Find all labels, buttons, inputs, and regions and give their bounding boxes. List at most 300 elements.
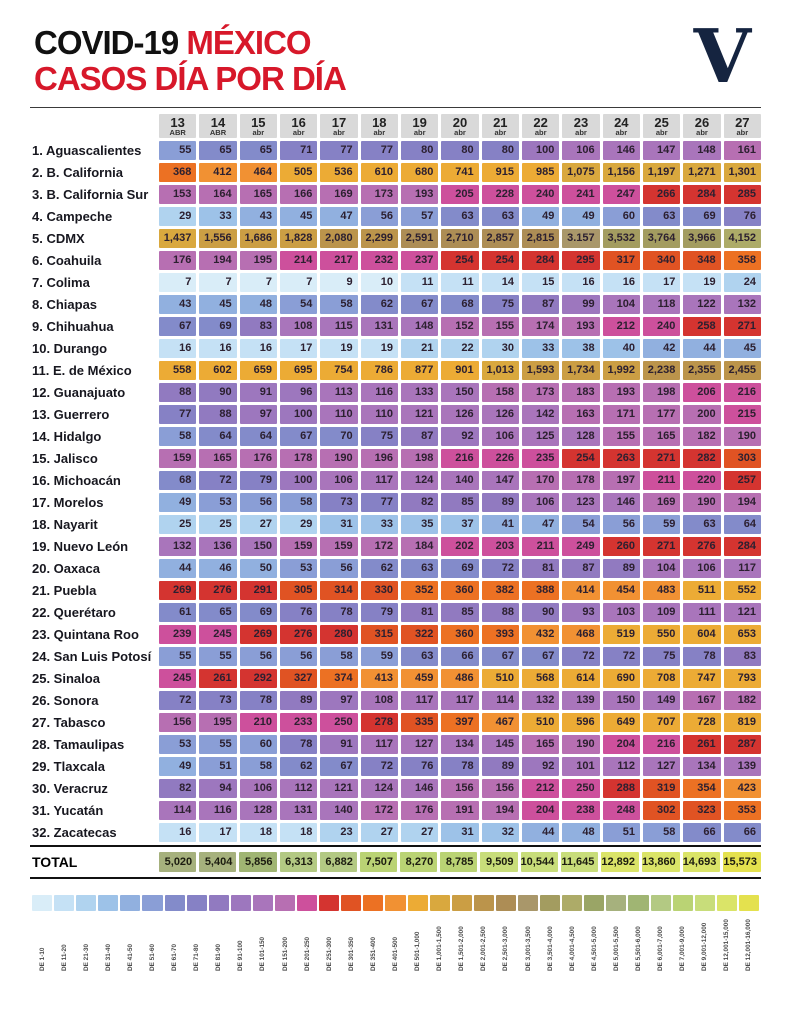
value-cell: 117 bbox=[724, 559, 761, 578]
value-cell: 33 bbox=[361, 515, 398, 534]
value-cell: 257 bbox=[724, 471, 761, 490]
date-month: abr bbox=[333, 128, 345, 138]
state-label: 23. Quintana Roo bbox=[32, 627, 139, 643]
value-cell: 44 bbox=[522, 823, 559, 842]
legend-swatch bbox=[385, 895, 405, 911]
value-cell: 322 bbox=[401, 625, 438, 644]
value-cell: 49 bbox=[522, 207, 559, 226]
state-row bbox=[30, 515, 761, 534]
vanguardia-logo: V bbox=[693, 14, 751, 100]
value-cell: 139 bbox=[724, 757, 761, 776]
date-day: 27 bbox=[735, 115, 750, 131]
value-cell: 19 bbox=[361, 339, 398, 358]
legend-swatch bbox=[319, 895, 339, 911]
value-cell: 11 bbox=[401, 273, 438, 292]
value-cell: 17 bbox=[643, 273, 680, 292]
value-cell: 67 bbox=[280, 427, 317, 446]
value-cell: 250 bbox=[320, 713, 357, 732]
value-cell: 79 bbox=[240, 471, 277, 490]
legend-label: DE 1,001-1,500 bbox=[436, 926, 444, 972]
date-month: abr bbox=[373, 128, 386, 138]
state-row bbox=[30, 801, 761, 820]
state-label: 32. Zacatecas bbox=[32, 825, 117, 841]
value-cell: 68 bbox=[441, 295, 478, 314]
value-cell: 114 bbox=[159, 801, 196, 820]
value-cell: 58 bbox=[159, 427, 196, 446]
value-cell: 174 bbox=[522, 317, 559, 336]
legend-label: DE 351-400 bbox=[369, 937, 377, 972]
legend-label: DE 51-60 bbox=[148, 944, 156, 972]
legend-swatch bbox=[651, 895, 671, 911]
total-value-cell: 8,785 bbox=[440, 852, 477, 872]
state-label: 19. Nuevo León bbox=[32, 539, 129, 555]
value-cell: 194 bbox=[482, 801, 519, 820]
legend-label: DE 251-300 bbox=[325, 937, 333, 972]
legend-item bbox=[452, 895, 472, 971]
legend-item bbox=[430, 895, 450, 971]
date-header bbox=[482, 114, 519, 138]
value-cell: 193 bbox=[401, 185, 438, 204]
legend-item bbox=[540, 895, 560, 971]
value-cell: 793 bbox=[724, 669, 761, 688]
value-cell: 786 bbox=[361, 361, 398, 380]
value-cell: 72 bbox=[361, 757, 398, 776]
state-row bbox=[30, 691, 761, 710]
value-cell: 340 bbox=[643, 251, 680, 270]
legend-item bbox=[32, 895, 52, 971]
state-row bbox=[30, 449, 761, 468]
value-cell: 602 bbox=[199, 361, 236, 380]
value-cell: 42 bbox=[643, 339, 680, 358]
value-cell: 44 bbox=[159, 559, 196, 578]
value-cell: 382 bbox=[482, 581, 519, 600]
value-cell: 412 bbox=[199, 163, 236, 182]
state-label: 30. Veracruz bbox=[32, 781, 108, 797]
state-row bbox=[30, 493, 761, 512]
value-cell: 163 bbox=[562, 405, 599, 424]
value-cell: 104 bbox=[643, 559, 680, 578]
value-cell: 125 bbox=[522, 427, 559, 446]
value-cell: 292 bbox=[240, 669, 277, 688]
value-cell: 1,992 bbox=[603, 361, 640, 380]
value-cell: 263 bbox=[603, 449, 640, 468]
value-cell: 100 bbox=[522, 141, 559, 160]
legend-label: DE 6,001-7,000 bbox=[657, 926, 665, 972]
value-cell: 707 bbox=[643, 713, 680, 732]
value-cell: 212 bbox=[522, 779, 559, 798]
state-row bbox=[30, 559, 761, 578]
value-cell: 388 bbox=[522, 581, 559, 600]
value-cell: 72 bbox=[562, 647, 599, 666]
value-cell: 16 bbox=[199, 339, 236, 358]
value-cell: 23 bbox=[320, 823, 357, 842]
value-cell: 103 bbox=[603, 603, 640, 622]
value-cell: 271 bbox=[724, 317, 761, 336]
value-cell: 295 bbox=[562, 251, 599, 270]
value-cell: 56 bbox=[361, 207, 398, 226]
legend-item bbox=[474, 895, 494, 971]
value-cell: 38 bbox=[562, 339, 599, 358]
value-cell: 116 bbox=[199, 801, 236, 820]
value-cell: 97 bbox=[320, 691, 357, 710]
date-day: 17 bbox=[331, 115, 347, 131]
value-cell: 76 bbox=[401, 757, 438, 776]
value-cell: 178 bbox=[562, 471, 599, 490]
value-cell: 121 bbox=[320, 779, 357, 798]
state-row bbox=[30, 735, 761, 754]
value-cell: 117 bbox=[361, 735, 398, 754]
value-cell: 60 bbox=[240, 735, 277, 754]
value-cell: 71 bbox=[280, 141, 317, 160]
corner-spacer bbox=[30, 114, 156, 138]
value-cell: 353 bbox=[724, 801, 761, 820]
value-cell: 100 bbox=[280, 471, 317, 490]
legend-item bbox=[253, 895, 273, 971]
value-cell: 877 bbox=[401, 361, 438, 380]
value-cell: 317 bbox=[603, 251, 640, 270]
value-cell: 190 bbox=[683, 493, 720, 512]
legend-swatch bbox=[275, 895, 295, 911]
state-row bbox=[30, 383, 761, 402]
legend-item bbox=[319, 895, 339, 971]
value-cell: 653 bbox=[724, 625, 761, 644]
value-cell: 127 bbox=[401, 735, 438, 754]
value-cell: 117 bbox=[401, 691, 438, 710]
legend-label: DE 12,001-15,000 bbox=[723, 919, 731, 972]
value-cell: 57 bbox=[401, 207, 438, 226]
state-label: 5. CDMX bbox=[32, 231, 85, 247]
table-body bbox=[30, 141, 761, 842]
value-cell: 110 bbox=[361, 405, 398, 424]
date-month: abr bbox=[655, 128, 668, 138]
value-cell: 216 bbox=[441, 449, 478, 468]
total-value-cell: 5,856 bbox=[239, 852, 276, 872]
value-cell: 261 bbox=[199, 669, 236, 688]
value-cell: 32 bbox=[482, 823, 519, 842]
value-cell: 2,299 bbox=[361, 229, 398, 248]
value-cell: 171 bbox=[603, 405, 640, 424]
value-cell: 1,301 bbox=[724, 163, 761, 182]
value-cell: 235 bbox=[522, 449, 559, 468]
value-cell: 238 bbox=[562, 801, 599, 820]
value-cell: 142 bbox=[522, 405, 559, 424]
value-cell: 9 bbox=[320, 273, 357, 292]
value-cell: 68 bbox=[159, 471, 196, 490]
date-day: 21 bbox=[493, 115, 508, 131]
legend-label: DE 301-350 bbox=[347, 937, 355, 972]
legend-swatch bbox=[253, 895, 273, 911]
value-cell: 50 bbox=[240, 559, 277, 578]
value-cell: 104 bbox=[603, 295, 640, 314]
date-header bbox=[280, 114, 317, 138]
value-cell: 2,815 bbox=[522, 229, 559, 248]
value-cell: 161 bbox=[724, 141, 761, 160]
value-cell: 117 bbox=[361, 471, 398, 490]
value-cell: 153 bbox=[159, 185, 196, 204]
value-cell: 1,013 bbox=[482, 361, 519, 380]
value-cell: 211 bbox=[643, 471, 680, 490]
legend-swatch bbox=[606, 895, 626, 911]
value-cell: 112 bbox=[280, 779, 317, 798]
state-row bbox=[30, 251, 761, 270]
value-cell: 117 bbox=[441, 691, 478, 710]
value-cell: 83 bbox=[240, 317, 277, 336]
value-cell: 178 bbox=[280, 449, 317, 468]
value-cell: 216 bbox=[643, 735, 680, 754]
state-row bbox=[30, 823, 761, 842]
value-cell: 65 bbox=[199, 141, 236, 160]
value-cell: 183 bbox=[562, 383, 599, 402]
value-cell: 195 bbox=[240, 251, 277, 270]
value-cell: 352 bbox=[401, 581, 438, 600]
legend-swatch bbox=[32, 895, 52, 911]
value-cell: 182 bbox=[683, 427, 720, 446]
value-cell: 81 bbox=[522, 559, 559, 578]
legend-swatch bbox=[717, 895, 737, 911]
value-cell: 214 bbox=[280, 251, 317, 270]
value-cell: 70 bbox=[320, 427, 357, 446]
value-cell: 233 bbox=[280, 713, 317, 732]
state-label: 17. Morelos bbox=[32, 495, 104, 511]
value-cell: 240 bbox=[643, 317, 680, 336]
value-cell: 113 bbox=[320, 383, 357, 402]
page-title bbox=[34, 26, 346, 60]
value-cell: 59 bbox=[361, 647, 398, 666]
legend-swatch bbox=[165, 895, 185, 911]
value-cell: 75 bbox=[482, 295, 519, 314]
value-cell: 31 bbox=[441, 823, 478, 842]
value-cell: 284 bbox=[683, 185, 720, 204]
date-day: 18 bbox=[372, 115, 387, 131]
value-cell: 1,734 bbox=[562, 361, 599, 380]
legend-item bbox=[209, 895, 229, 971]
value-cell: 206 bbox=[683, 383, 720, 402]
value-cell: 747 bbox=[683, 669, 720, 688]
state-label: 24. San Luis Potosí bbox=[32, 649, 152, 665]
total-section bbox=[30, 845, 761, 879]
legend-swatch bbox=[518, 895, 538, 911]
value-cell: 901 bbox=[441, 361, 478, 380]
total-value-cell: 13,860 bbox=[642, 852, 680, 872]
value-cell: 110 bbox=[320, 405, 357, 424]
value-cell: 89 bbox=[280, 691, 317, 710]
value-cell: 146 bbox=[603, 493, 640, 512]
date-day: 20 bbox=[452, 115, 468, 131]
state-label: 1. Aguascalientes bbox=[32, 143, 142, 159]
value-cell: 291 bbox=[240, 581, 277, 600]
value-cell: 88 bbox=[482, 603, 519, 622]
value-cell: 695 bbox=[280, 361, 317, 380]
value-cell: 77 bbox=[361, 493, 398, 512]
value-cell: 55 bbox=[159, 141, 196, 160]
date-header bbox=[724, 114, 761, 138]
value-cell: 197 bbox=[603, 471, 640, 490]
value-cell: 269 bbox=[159, 581, 196, 600]
value-cell: 128 bbox=[240, 801, 277, 820]
state-label: 6. Coahuila bbox=[32, 253, 102, 269]
value-cell: 156 bbox=[159, 713, 196, 732]
value-cell: 393 bbox=[482, 625, 519, 644]
legend-label: DE 11-20 bbox=[60, 944, 68, 972]
value-cell: 78 bbox=[280, 735, 317, 754]
legend-swatch bbox=[628, 895, 648, 911]
value-cell: 819 bbox=[724, 713, 761, 732]
date-month: abr bbox=[575, 128, 587, 138]
value-cell: 106 bbox=[240, 779, 277, 798]
value-cell: 49 bbox=[159, 493, 196, 512]
value-cell: 87 bbox=[401, 427, 438, 446]
date-month: abr bbox=[454, 128, 466, 138]
page-subtitle: CASOS DÍA POR DÍA bbox=[34, 59, 346, 97]
value-cell: 96 bbox=[280, 383, 317, 402]
value-cell: 348 bbox=[683, 251, 720, 270]
state-label: 4. Campeche bbox=[32, 209, 113, 225]
value-cell: 61 bbox=[159, 603, 196, 622]
legend-item bbox=[98, 895, 118, 971]
value-cell: 276 bbox=[683, 537, 720, 556]
value-cell: 85 bbox=[441, 603, 478, 622]
value-cell: 198 bbox=[401, 449, 438, 468]
value-cell: 49 bbox=[562, 207, 599, 226]
date-month: abr bbox=[413, 128, 426, 138]
value-cell: 220 bbox=[683, 471, 720, 490]
value-cell: 31 bbox=[320, 515, 357, 534]
total-value-cell: 9,509 bbox=[480, 852, 517, 872]
date-header bbox=[562, 114, 599, 138]
value-cell: 216 bbox=[724, 383, 761, 402]
value-cell: 145 bbox=[482, 735, 519, 754]
value-cell: 67 bbox=[482, 647, 519, 666]
color-legend bbox=[30, 895, 761, 971]
value-cell: 147 bbox=[482, 471, 519, 490]
value-cell: 232 bbox=[361, 251, 398, 270]
value-cell: 278 bbox=[361, 713, 398, 732]
state-row bbox=[30, 427, 761, 446]
value-cell: 604 bbox=[683, 625, 720, 644]
value-cell: 1,686 bbox=[240, 229, 277, 248]
value-cell: 116 bbox=[361, 383, 398, 402]
state-row bbox=[30, 757, 761, 776]
value-cell: 315 bbox=[361, 625, 398, 644]
value-cell: 215 bbox=[724, 405, 761, 424]
legend-item bbox=[408, 895, 428, 971]
value-cell: 46 bbox=[199, 559, 236, 578]
value-cell: 16 bbox=[159, 339, 196, 358]
value-cell: 75 bbox=[361, 427, 398, 446]
value-cell: 123 bbox=[562, 493, 599, 512]
legend-swatch bbox=[540, 895, 560, 911]
value-cell: 147 bbox=[643, 141, 680, 160]
value-cell: 335 bbox=[401, 713, 438, 732]
value-cell: 101 bbox=[562, 757, 599, 776]
legend-item bbox=[187, 895, 207, 971]
value-cell: 30 bbox=[482, 339, 519, 358]
value-cell: 58 bbox=[240, 757, 277, 776]
value-cell: 146 bbox=[401, 779, 438, 798]
value-cell: 18 bbox=[240, 823, 277, 842]
legend-item bbox=[628, 895, 648, 971]
value-cell: 37 bbox=[441, 515, 478, 534]
legend-label: DE 71-80 bbox=[193, 944, 201, 972]
legend-swatch bbox=[695, 895, 715, 911]
value-cell: 150 bbox=[603, 691, 640, 710]
value-cell: 1,437 bbox=[159, 229, 196, 248]
date-header bbox=[683, 114, 720, 138]
value-cell: 261 bbox=[683, 735, 720, 754]
value-cell: 241 bbox=[562, 185, 599, 204]
total-value-cell: 6,313 bbox=[280, 852, 317, 872]
legend-item bbox=[385, 895, 405, 971]
value-cell: 58 bbox=[320, 295, 357, 314]
value-cell: 1,556 bbox=[199, 229, 236, 248]
state-row bbox=[30, 581, 761, 600]
value-cell: 106 bbox=[522, 493, 559, 512]
state-row bbox=[30, 273, 761, 292]
value-cell: 51 bbox=[603, 823, 640, 842]
value-cell: 212 bbox=[603, 317, 640, 336]
value-cell: 596 bbox=[562, 713, 599, 732]
value-cell: 106 bbox=[482, 427, 519, 446]
legend-swatch bbox=[739, 895, 759, 911]
state-label: 12. Guanajuato bbox=[32, 385, 126, 401]
value-cell: 240 bbox=[522, 185, 559, 204]
state-row bbox=[30, 537, 761, 556]
value-cell: 2,238 bbox=[643, 361, 680, 380]
legend-label: DE 1,501-2,000 bbox=[458, 926, 466, 972]
state-label: 21. Puebla bbox=[32, 583, 97, 599]
legend-label: DE 5,501-6,000 bbox=[634, 926, 642, 972]
value-cell: 358 bbox=[724, 251, 761, 270]
value-cell: 19 bbox=[320, 339, 357, 358]
value-cell: 63 bbox=[441, 207, 478, 226]
value-cell: 11 bbox=[441, 273, 478, 292]
value-cell: 80 bbox=[441, 141, 478, 160]
date-month: abr bbox=[292, 128, 305, 138]
value-cell: 89 bbox=[482, 493, 519, 512]
value-cell: 172 bbox=[361, 801, 398, 820]
legend-item bbox=[518, 895, 538, 971]
legend-swatch bbox=[363, 895, 383, 911]
state-row bbox=[30, 361, 761, 380]
value-cell: 47 bbox=[320, 207, 357, 226]
value-cell: 64 bbox=[240, 427, 277, 446]
value-cell: 190 bbox=[562, 735, 599, 754]
value-cell: 194 bbox=[724, 493, 761, 512]
value-cell: 327 bbox=[280, 669, 317, 688]
value-cell: 77 bbox=[320, 141, 357, 160]
value-cell: 276 bbox=[280, 625, 317, 644]
legend-swatch bbox=[76, 895, 96, 911]
date-month: abr bbox=[494, 128, 507, 138]
value-cell: 226 bbox=[482, 449, 519, 468]
value-cell: 106 bbox=[562, 141, 599, 160]
value-cell: 184 bbox=[401, 537, 438, 556]
value-cell: 303 bbox=[724, 449, 761, 468]
value-cell: 114 bbox=[482, 691, 519, 710]
legend-label: DE 3,501-4,000 bbox=[546, 926, 554, 972]
state-label: 28. Tamaulipas bbox=[32, 737, 125, 753]
value-cell: 59 bbox=[643, 515, 680, 534]
state-label: 20. Oaxaca bbox=[32, 561, 100, 577]
legend-label: DE 101-150 bbox=[259, 937, 267, 972]
value-cell: 45 bbox=[724, 339, 761, 358]
value-cell: 249 bbox=[562, 537, 599, 556]
value-cell: 54 bbox=[562, 515, 599, 534]
value-cell: 72 bbox=[603, 647, 640, 666]
date-header bbox=[361, 114, 398, 138]
value-cell: 108 bbox=[280, 317, 317, 336]
value-cell: 43 bbox=[240, 207, 277, 226]
